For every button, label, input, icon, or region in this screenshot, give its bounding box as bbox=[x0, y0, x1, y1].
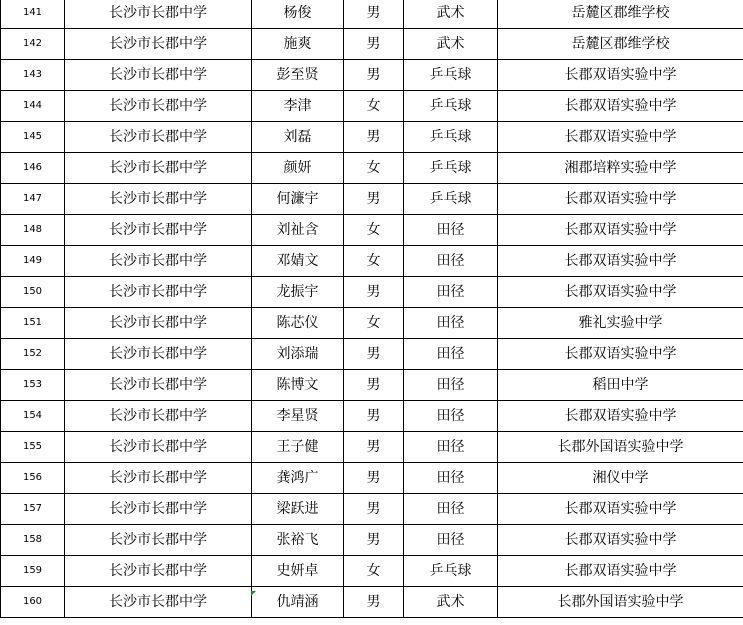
cell-destination[interactable]: 湘仪中学 bbox=[498, 463, 743, 494]
cell-name[interactable]: 刘祉含 bbox=[252, 215, 344, 246]
table-row bbox=[1, 463, 743, 494]
cell-destination[interactable]: 长郡双语实验中学 bbox=[498, 494, 743, 525]
cell-number[interactable]: 141 bbox=[1, 0, 65, 29]
cell-gender[interactable]: 女 bbox=[344, 308, 404, 339]
cell-school[interactable]: 长沙市长郡中学 bbox=[65, 0, 252, 29]
cell-destination[interactable]: 长郡外国语实验中学 bbox=[498, 432, 743, 463]
cell-destination[interactable]: 长郡外国语实验中学 bbox=[498, 587, 743, 618]
cell-school[interactable]: 长沙市长郡中学 bbox=[65, 122, 252, 153]
cell-destination[interactable]: 长郡双语实验中学 bbox=[498, 60, 743, 91]
cell-name[interactable]: 梁跃进 bbox=[252, 494, 344, 525]
cell-destination[interactable]: 长郡双语实验中学 bbox=[498, 339, 743, 370]
cell-destination[interactable]: 长郡双语实验中学 bbox=[498, 215, 743, 246]
cell-sport[interactable]: 田径 bbox=[404, 494, 498, 525]
cell-school[interactable]: 长沙市长郡中学 bbox=[65, 432, 252, 463]
cell-number[interactable]: 153 bbox=[1, 370, 65, 401]
cell-number[interactable]: 156 bbox=[1, 463, 65, 494]
cell-school[interactable]: 长沙市长郡中学 bbox=[65, 153, 252, 184]
cell-school[interactable]: 长沙市长郡中学 bbox=[65, 29, 252, 60]
cell-school[interactable]: 长沙市长郡中学 bbox=[65, 556, 252, 587]
cell-sport[interactable]: 田径 bbox=[404, 277, 498, 308]
cell-name[interactable]: 仇靖涵 bbox=[252, 587, 344, 618]
cell-gender[interactable]: 男 bbox=[344, 463, 404, 494]
cell-destination[interactable]: 岳麓区郡维学校 bbox=[498, 0, 743, 29]
cell-gender[interactable]: 女 bbox=[344, 153, 404, 184]
cell-destination[interactable]: 长郡双语实验中学 bbox=[498, 525, 743, 556]
cell-gender[interactable]: 男 bbox=[344, 525, 404, 556]
cell-destination[interactable]: 长郡双语实验中学 bbox=[498, 401, 743, 432]
table-body bbox=[1, 0, 743, 618]
cell-destination[interactable]: 长郡双语实验中学 bbox=[498, 91, 743, 122]
cell-destination[interactable]: 雅礼实验中学 bbox=[498, 308, 743, 339]
cell-number[interactable]: 158 bbox=[1, 525, 65, 556]
cell-gender[interactable]: 男 bbox=[344, 339, 404, 370]
cell-number[interactable]: 157 bbox=[1, 494, 65, 525]
cell-school[interactable]: 长沙市长郡中学 bbox=[65, 308, 252, 339]
cell-number[interactable]: 146 bbox=[1, 153, 65, 184]
cell-school[interactable]: 长沙市长郡中学 bbox=[65, 463, 252, 494]
cell-name[interactable]: 龚鸿广 bbox=[252, 463, 344, 494]
cell-destination[interactable]: 长郡双语实验中学 bbox=[498, 277, 743, 308]
cell-name[interactable]: 颜妍 bbox=[252, 153, 344, 184]
cell-school[interactable]: 长沙市长郡中学 bbox=[65, 60, 252, 91]
table-row bbox=[1, 184, 743, 215]
cell-sport[interactable]: 田径 bbox=[404, 463, 498, 494]
cell-school[interactable]: 长沙市长郡中学 bbox=[65, 525, 252, 556]
table-row bbox=[1, 370, 743, 401]
cell-gender[interactable]: 男 bbox=[344, 277, 404, 308]
cell-number[interactable]: 148 bbox=[1, 215, 65, 246]
table-row bbox=[1, 246, 743, 277]
cell-destination[interactable]: 长郡双语实验中学 bbox=[498, 122, 743, 153]
cell-gender[interactable]: 男 bbox=[344, 0, 404, 29]
cell-school[interactable]: 长沙市长郡中学 bbox=[65, 184, 252, 215]
cell-sport[interactable]: 田径 bbox=[404, 308, 498, 339]
cell-name[interactable]: 陈芯仪 bbox=[252, 308, 344, 339]
cell-sport[interactable]: 田径 bbox=[404, 401, 498, 432]
cell-destination[interactable]: 长郡双语实验中学 bbox=[498, 246, 743, 277]
cell-school[interactable]: 长沙市长郡中学 bbox=[65, 494, 252, 525]
table-row bbox=[1, 277, 743, 308]
cell-destination[interactable]: 湘郡培粹实验中学 bbox=[498, 153, 743, 184]
cell-sport[interactable]: 田径 bbox=[404, 246, 498, 277]
table-row bbox=[1, 153, 743, 184]
cell-destination[interactable]: 长郡双语实验中学 bbox=[498, 556, 743, 587]
cell-name[interactable]: 刘添瑞 bbox=[252, 339, 344, 370]
cell-school[interactable]: 长沙市长郡中学 bbox=[65, 401, 252, 432]
cell-name[interactable]: 邓婧文 bbox=[252, 246, 344, 277]
cell-sport[interactable]: 乒乓球 bbox=[404, 556, 498, 587]
cell-name[interactable]: 龙振宇 bbox=[252, 277, 344, 308]
cell-school[interactable]: 长沙市长郡中学 bbox=[65, 215, 252, 246]
cell-school[interactable]: 长沙市长郡中学 bbox=[65, 339, 252, 370]
cell-sport[interactable]: 武术 bbox=[404, 0, 498, 29]
cell-sport[interactable]: 乒乓球 bbox=[404, 91, 498, 122]
cell-gender[interactable]: 男 bbox=[344, 432, 404, 463]
cell-gender[interactable]: 男 bbox=[344, 184, 404, 215]
cell-name[interactable]: 李津 bbox=[252, 91, 344, 122]
cell-number[interactable]: 159 bbox=[1, 556, 65, 587]
cell-sport[interactable]: 田径 bbox=[404, 339, 498, 370]
cell-name[interactable]: 史妍卓 bbox=[252, 556, 344, 587]
cell-school[interactable]: 长沙市长郡中学 bbox=[65, 370, 252, 401]
cell-number[interactable]: 160 bbox=[1, 587, 65, 618]
cell-name[interactable]: 彭至贤 bbox=[252, 60, 344, 91]
cell-gender[interactable]: 男 bbox=[344, 587, 404, 618]
cell-school[interactable]: 长沙市长郡中学 bbox=[65, 277, 252, 308]
cell-number[interactable]: 149 bbox=[1, 246, 65, 277]
table-row bbox=[1, 29, 743, 60]
cell-sport[interactable]: 乒乓球 bbox=[404, 122, 498, 153]
cell-name[interactable]: 王子健 bbox=[252, 432, 344, 463]
table-row bbox=[1, 60, 743, 91]
cell-gender[interactable]: 男 bbox=[344, 122, 404, 153]
table-row bbox=[1, 91, 743, 122]
cell-sport[interactable]: 田径 bbox=[404, 525, 498, 556]
cell-number[interactable]: 147 bbox=[1, 184, 65, 215]
table-row bbox=[1, 339, 743, 370]
cell-number[interactable]: 155 bbox=[1, 432, 65, 463]
cell-gender[interactable]: 男 bbox=[344, 494, 404, 525]
table-row bbox=[1, 308, 743, 339]
cell-name[interactable]: 杨俊 bbox=[252, 0, 344, 29]
cell-sport[interactable]: 乒乓球 bbox=[404, 153, 498, 184]
cell-name[interactable]: 刘磊 bbox=[252, 122, 344, 153]
table-row bbox=[1, 215, 743, 246]
cell-gender[interactable]: 男 bbox=[344, 370, 404, 401]
table-row bbox=[1, 0, 743, 29]
cell-gender[interactable]: 男 bbox=[344, 401, 404, 432]
cell-school[interactable]: 长沙市长郡中学 bbox=[65, 587, 252, 618]
cell-number[interactable]: 145 bbox=[1, 122, 65, 153]
cell-sport[interactable]: 乒乓球 bbox=[404, 184, 498, 215]
cell-destination[interactable]: 岳麓区郡维学校 bbox=[498, 29, 743, 60]
cell-sport[interactable]: 乒乓球 bbox=[404, 60, 498, 91]
cell-sport[interactable]: 田径 bbox=[404, 215, 498, 246]
cell-name[interactable]: 陈博文 bbox=[252, 370, 344, 401]
cell-number[interactable]: 150 bbox=[1, 277, 65, 308]
cell-sport[interactable]: 田径 bbox=[404, 370, 498, 401]
table-row bbox=[1, 587, 743, 618]
cell-comment-marker bbox=[251, 591, 256, 596]
table-row bbox=[1, 525, 743, 556]
cell-sport[interactable]: 武术 bbox=[404, 29, 498, 60]
cell-number[interactable]: 142 bbox=[1, 29, 65, 60]
cell-name[interactable]: 张裕飞 bbox=[252, 525, 344, 556]
cell-number[interactable]: 154 bbox=[1, 401, 65, 432]
cell-gender[interactable]: 女 bbox=[344, 556, 404, 587]
cell-gender[interactable]: 女 bbox=[344, 215, 404, 246]
cell-name[interactable]: 何濂宇 bbox=[252, 184, 344, 215]
cell-name[interactable]: 施爽 bbox=[252, 29, 344, 60]
table-row bbox=[1, 432, 743, 463]
cell-gender[interactable]: 女 bbox=[344, 91, 404, 122]
cell-gender[interactable]: 男 bbox=[344, 29, 404, 60]
table-row bbox=[1, 122, 743, 153]
cell-sport[interactable]: 武术 bbox=[404, 587, 498, 618]
cell-school[interactable]: 长沙市长郡中学 bbox=[65, 91, 252, 122]
table-row bbox=[1, 494, 743, 525]
cell-name[interactable]: 李星贤 bbox=[252, 401, 344, 432]
cell-destination[interactable]: 长郡双语实验中学 bbox=[498, 184, 743, 215]
table-row bbox=[1, 401, 743, 432]
cell-gender[interactable]: 男 bbox=[344, 60, 404, 91]
cell-number[interactable]: 152 bbox=[1, 339, 65, 370]
cell-gender[interactable]: 女 bbox=[344, 246, 404, 277]
cell-destination[interactable]: 稻田中学 bbox=[498, 370, 743, 401]
cell-number[interactable]: 143 bbox=[1, 60, 65, 91]
cell-number[interactable]: 151 bbox=[1, 308, 65, 339]
cell-number[interactable]: 144 bbox=[1, 91, 65, 122]
cell-school[interactable]: 长沙市长郡中学 bbox=[65, 246, 252, 277]
table-row bbox=[1, 556, 743, 587]
cell-sport[interactable]: 田径 bbox=[404, 432, 498, 463]
